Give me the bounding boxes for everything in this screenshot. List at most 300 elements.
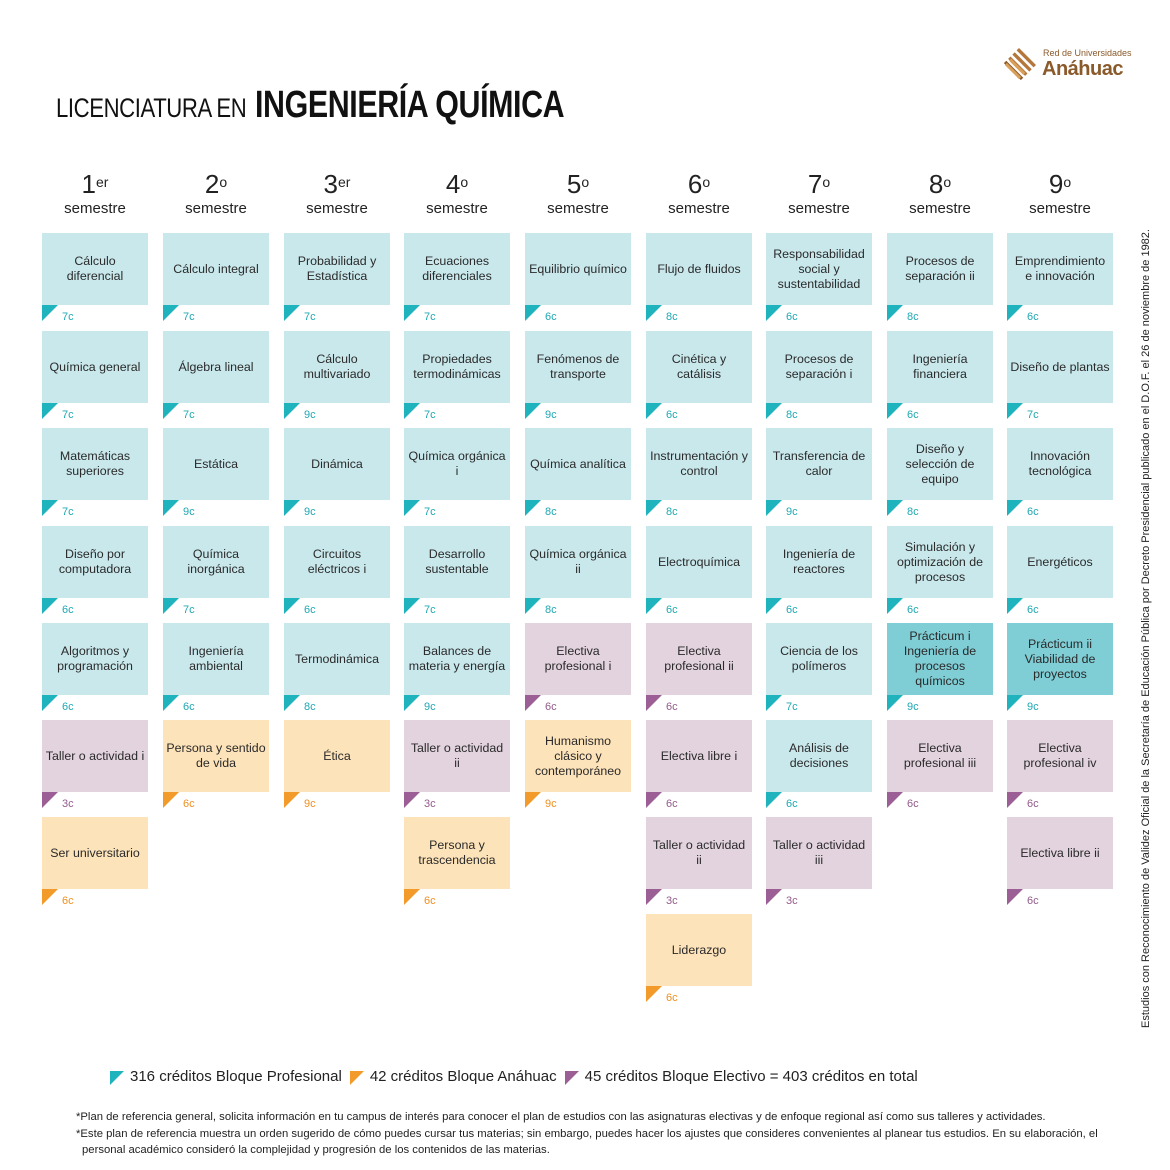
credit-triangle-icon [1007, 792, 1023, 808]
course-name: Ética [323, 748, 351, 763]
course-name: Matemáticas superiores [59, 449, 131, 478]
course-card [1007, 623, 1113, 695]
course-credits: 6c [1027, 604, 1039, 616]
credit-triangle-icon [163, 598, 179, 614]
course-credits: 7c [424, 311, 436, 323]
anahuac-triangle-icon [350, 1071, 364, 1085]
course-card [646, 331, 752, 403]
course-credits: 7c [183, 311, 195, 323]
course-name: Química general [49, 359, 141, 374]
course-credits: 6c [786, 798, 798, 810]
credit-triangle-icon [646, 500, 662, 516]
course-name: Electiva profesional i [544, 644, 612, 673]
course-credits: 8c [907, 311, 919, 323]
semester-ordinal-suffix: o [1063, 174, 1072, 190]
credit-triangle-icon [766, 305, 782, 321]
title-prefix: LICENCIATURA EN [56, 93, 247, 123]
course-card [163, 233, 269, 305]
course-name: Electiva profesional ii [664, 644, 734, 673]
credit-triangle-icon [404, 792, 420, 808]
course-card [1007, 331, 1113, 403]
credit-triangle-icon [525, 598, 541, 614]
course-credits: 7c [183, 409, 195, 421]
course-card [1007, 817, 1113, 889]
course-credits: 8c [304, 701, 316, 713]
semester-label: semestre [306, 200, 368, 217]
credit-triangle-icon [42, 695, 58, 711]
course-name: Desarrollo sustentable [425, 547, 489, 576]
course-credits: 7c [62, 409, 74, 421]
course-card [163, 623, 269, 695]
course-name: Ser universitario [50, 845, 140, 860]
course-card [766, 623, 872, 695]
course-card [887, 428, 993, 500]
course-credits: 6c [545, 311, 557, 323]
course-credits: 6c [183, 701, 195, 713]
semester-ordinal-suffix: o [581, 174, 590, 190]
course-card [42, 526, 148, 598]
title-main: INGENIERÍA QUÍMICA [255, 84, 565, 126]
course-credits: 3c [424, 798, 436, 810]
course-card [646, 526, 752, 598]
credit-triangle-icon [284, 792, 300, 808]
semester-label: semestre [1029, 200, 1091, 217]
credit-triangle-icon [284, 598, 300, 614]
semester-number-value: 6 [687, 169, 703, 199]
credit-triangle-icon [766, 403, 782, 419]
credit-triangle-icon [42, 889, 58, 905]
course-card [766, 331, 872, 403]
course-credits: 9c [304, 409, 316, 421]
credit-triangle-icon [887, 403, 903, 419]
course-credits: 6c [1027, 895, 1039, 907]
semester-number [646, 170, 752, 198]
credit-triangle-icon [525, 695, 541, 711]
course-name: Taller o actividad i [45, 748, 145, 763]
semester-header-6 [646, 170, 752, 217]
course-credits: 8c [907, 506, 919, 518]
course-credits: 9c [304, 506, 316, 518]
course-credits: 9c [545, 798, 557, 810]
course-credits: 9c [907, 701, 919, 713]
course-credits: 6c [666, 409, 678, 421]
course-card [887, 233, 993, 305]
credit-triangle-icon [646, 986, 662, 1002]
semester-number-value: 8 [928, 169, 944, 199]
course-card [525, 233, 631, 305]
credit-triangle-icon [766, 695, 782, 711]
course-card [42, 233, 148, 305]
course-name: Algoritmos y programación [57, 644, 133, 673]
course-credits: 9c [1027, 701, 1039, 713]
course-name: Química analítica [530, 456, 626, 471]
profesional-triangle-icon [110, 1071, 124, 1085]
semester-label: semestre [547, 200, 609, 217]
course-card [284, 331, 390, 403]
semester-label: semestre [64, 200, 126, 217]
semester-ordinal-suffix: o [460, 174, 469, 190]
semester-number [163, 170, 269, 198]
course-name: Probabilidad y Estadística [297, 254, 377, 283]
course-credits: 9c [183, 506, 195, 518]
credit-triangle-icon [525, 792, 541, 808]
course-credits: 9c [424, 701, 436, 713]
course-card [284, 526, 390, 598]
credit-triangle-icon [1007, 695, 1023, 711]
semester-header-3 [284, 170, 390, 217]
semester-header-8 [887, 170, 993, 217]
anahuac-logo-mark-icon [1000, 46, 1038, 84]
legend-anahuac-label: 42 créditos Bloque Anáhuac [369, 1068, 557, 1085]
course-name: Cálculo integral [173, 261, 259, 276]
course-credits: 6c [907, 798, 919, 810]
semester-number-value: 9 [1048, 169, 1064, 199]
course-name: Diseño de plantas [1010, 359, 1110, 374]
legend-electivo-label: 45 créditos Bloque Electivo = 403 créditos en total [584, 1068, 918, 1085]
semester-ordinal-suffix: o [702, 174, 711, 190]
course-name: Circuitos eléctricos i [307, 547, 367, 576]
course-name: Instrumentación y control [650, 449, 748, 478]
credit-triangle-icon [887, 695, 903, 711]
semester-number-value: 3 [323, 169, 338, 199]
course-card [525, 331, 631, 403]
course-card [646, 817, 752, 889]
course-card [163, 720, 269, 792]
course-name: Química inorgánica [187, 547, 245, 576]
course-name: Equilibrio químico [529, 261, 627, 276]
course-credits: 6c [62, 604, 74, 616]
sep-validity-text: Estudios con Reconocimiento de Validez Oficial de la Secretaría de Educación Pública por Decreto Presidencial publicado en el D.O.F. el 26 de noviembre de 1982. [1140, 229, 1152, 1028]
credit-triangle-icon [163, 695, 179, 711]
course-credits: 7c [786, 701, 798, 713]
course-credits: 6c [424, 895, 436, 907]
semester-number [525, 170, 631, 198]
credit-triangle-icon [163, 403, 179, 419]
credit-triangle-icon [163, 305, 179, 321]
course-card [525, 623, 631, 695]
legend-profesional-label: 316 créditos Bloque Profesional [130, 1068, 342, 1085]
semester-label: semestre [909, 200, 971, 217]
semester-header-7 [766, 170, 872, 217]
course-card [887, 526, 993, 598]
course-credits: 7c [183, 604, 195, 616]
semester-number [887, 170, 993, 198]
course-name: Ciencia de los polímeros [780, 644, 858, 673]
credit-triangle-icon [766, 500, 782, 516]
course-card [404, 623, 510, 695]
course-card [1007, 428, 1113, 500]
course-name: Ingeniería financiera [912, 352, 968, 381]
course-card [163, 331, 269, 403]
course-credits: 6c [786, 311, 798, 323]
semester-number-value: 4 [445, 169, 461, 199]
footnote-1: *Plan de referencia general, solicita información en tu campus de interés para conocer el plan de estudios con las asignaturas electivas y de enfoque regional así como sus talleres y actividades. [76, 1111, 1046, 1123]
course-name: Transferencia de calor [772, 449, 866, 478]
semester-number [284, 170, 390, 198]
course-name: Dinámica [311, 456, 363, 471]
credit-triangle-icon [404, 598, 420, 614]
course-name: Fenómenos de transporte [536, 352, 620, 381]
semester-header-9 [1007, 170, 1113, 217]
course-name: Ecuaciones diferenciales [422, 254, 492, 283]
course-card [284, 623, 390, 695]
semester-header-1 [42, 170, 148, 217]
semester-ordinal-suffix: o [943, 174, 952, 190]
course-credits: 6c [62, 895, 74, 907]
credits-legend [110, 1068, 926, 1085]
course-card [42, 331, 148, 403]
course-name: Prácticum i Ingeniería de procesos químicos [903, 629, 977, 688]
course-card [525, 526, 631, 598]
course-name: Cálculo multivariado [303, 352, 371, 381]
course-credits: 7c [424, 409, 436, 421]
credit-triangle-icon [766, 598, 782, 614]
course-name: Energéticos [1027, 554, 1093, 569]
credit-triangle-icon [404, 305, 420, 321]
course-credits: 7c [424, 506, 436, 518]
course-card [646, 623, 752, 695]
course-name: Procesos de separación ii [905, 254, 975, 283]
course-name: Estática [193, 456, 239, 471]
course-card [404, 526, 510, 598]
course-name: Simulación y optimización de procesos [896, 539, 984, 584]
semester-header-4 [404, 170, 510, 217]
anahuac-logo [1000, 44, 1132, 88]
course-name: Cinética y catálisis [671, 352, 727, 381]
course-name: Taller o actividad ii [652, 838, 746, 867]
credit-triangle-icon [42, 403, 58, 419]
footnote-2-continued: personal académico consideró la complejidad y progresión de los contenidos de las materias. [82, 1144, 550, 1156]
course-credits: 6c [666, 992, 678, 1004]
course-credits: 7c [62, 506, 74, 518]
course-card [887, 623, 993, 695]
course-name: Liderazgo [671, 942, 727, 957]
footnotes [76, 1109, 1156, 1159]
course-credits: 6c [545, 701, 557, 713]
electivo-triangle-icon [565, 1071, 579, 1085]
semester-number-value: 7 [807, 169, 823, 199]
credit-triangle-icon [766, 889, 782, 905]
course-card [1007, 720, 1113, 792]
semester-ordinal-suffix: o [822, 174, 831, 190]
course-card [42, 817, 148, 889]
credit-triangle-icon [646, 403, 662, 419]
credit-triangle-icon [404, 500, 420, 516]
semester-number [766, 170, 872, 198]
legend-profesional [110, 1068, 342, 1085]
course-card [525, 428, 631, 500]
credit-triangle-icon [404, 695, 420, 711]
course-credits: 7c [304, 311, 316, 323]
page-title [56, 84, 642, 127]
credit-triangle-icon [1007, 889, 1023, 905]
semester-header-2 [163, 170, 269, 217]
course-name: Ingeniería de reactores [782, 547, 856, 576]
course-credits: 6c [907, 604, 919, 616]
credit-triangle-icon [646, 889, 662, 905]
course-card [646, 233, 752, 305]
course-credits: 8c [545, 604, 557, 616]
course-card [42, 720, 148, 792]
course-credits: 3c [786, 895, 798, 907]
course-name: Termodinámica [294, 651, 379, 666]
course-credits: 6c [666, 798, 678, 810]
course-name: Química orgánica ii [529, 547, 627, 576]
course-name: Electiva libre i [660, 748, 738, 763]
course-credits: 6c [183, 798, 195, 810]
semester-label: semestre [185, 200, 247, 217]
course-card [766, 720, 872, 792]
course-name: Cálculo diferencial [66, 254, 124, 283]
semester-ordinal-suffix: o [219, 174, 228, 190]
course-name: Procesos de separación i [784, 352, 854, 381]
course-card [284, 428, 390, 500]
course-name: Electroquímica [658, 554, 740, 569]
course-name: Álgebra lineal [178, 359, 254, 374]
course-credits: 7c [424, 604, 436, 616]
course-name: Ingeniería ambiental [188, 644, 244, 673]
course-credits: 3c [62, 798, 74, 810]
course-name: Electiva profesional iii [903, 741, 977, 770]
course-card [887, 720, 993, 792]
course-name: Balances de materia y energía [408, 644, 506, 673]
course-credits: 7c [62, 311, 74, 323]
semester-number-value: 5 [566, 169, 582, 199]
course-name: Diseño y selección de equipo [905, 441, 975, 486]
course-card [284, 720, 390, 792]
course-card [163, 428, 269, 500]
semester-number-value: 2 [204, 169, 220, 199]
course-card [163, 526, 269, 598]
credit-triangle-icon [887, 500, 903, 516]
course-card [525, 720, 631, 792]
course-card [404, 817, 510, 889]
credit-triangle-icon [766, 792, 782, 808]
semester-label: semestre [788, 200, 850, 217]
course-card [646, 914, 752, 986]
credit-triangle-icon [646, 792, 662, 808]
credit-triangle-icon [284, 403, 300, 419]
course-name: Persona y sentido de vida [166, 741, 266, 770]
course-name: Electiva profesional iv [1023, 741, 1097, 770]
course-card [1007, 526, 1113, 598]
course-name: Persona y trascendencia [418, 838, 496, 867]
course-name: Emprendimiento e innovación [1014, 254, 1106, 283]
course-credits: 6c [907, 409, 919, 421]
credit-triangle-icon [1007, 598, 1023, 614]
course-credits: 6c [786, 604, 798, 616]
course-credits: 6c [304, 604, 316, 616]
credit-triangle-icon [404, 889, 420, 905]
course-credits: 9c [786, 506, 798, 518]
course-credits: 3c [666, 895, 678, 907]
credit-triangle-icon [646, 598, 662, 614]
course-name: Taller o actividad iii [772, 838, 866, 867]
course-card [404, 233, 510, 305]
credit-triangle-icon [284, 305, 300, 321]
credit-triangle-icon [163, 792, 179, 808]
course-name: Química orgánica i [408, 449, 506, 478]
credit-triangle-icon [525, 500, 541, 516]
course-credits: 9c [545, 409, 557, 421]
credit-triangle-icon [42, 598, 58, 614]
course-name: Prácticum ii Viabilidad de proyectos [1024, 636, 1096, 681]
course-card [284, 233, 390, 305]
course-name: Innovación tecnológica [1028, 449, 1092, 478]
course-card [766, 428, 872, 500]
credit-triangle-icon [404, 403, 420, 419]
semester-number [1007, 170, 1113, 198]
credit-triangle-icon [525, 403, 541, 419]
semester-ordinal-suffix: er [338, 174, 351, 190]
course-credits: 6c [666, 604, 678, 616]
credit-triangle-icon [646, 305, 662, 321]
credit-triangle-icon [284, 500, 300, 516]
semester-number-value: 1 [81, 169, 96, 199]
logo-brand-text: Anáhuac [1042, 58, 1123, 80]
credit-triangle-icon [42, 792, 58, 808]
course-card [404, 428, 510, 500]
credit-triangle-icon [163, 500, 179, 516]
credit-triangle-icon [42, 305, 58, 321]
course-credits: 6c [62, 701, 74, 713]
course-card [766, 817, 872, 889]
course-name: Diseño por computadora [58, 547, 132, 576]
course-credits: 6c [1027, 798, 1039, 810]
course-name: Humanismo clásico y contemporáneo [534, 733, 622, 778]
semester-header-5 [525, 170, 631, 217]
semester-label: semestre [426, 200, 488, 217]
credit-triangle-icon [646, 695, 662, 711]
legend-anahuac [350, 1068, 557, 1085]
footnote-2: *Este plan de referencia muestra un orden sugerido de cómo puedes cursar tus materias; sin embargo, puedes hacer los ajustes que consideres convenientes al planear tus estudios. En su elaboración, el [76, 1127, 1098, 1140]
course-card [766, 233, 872, 305]
semester-label: semestre [668, 200, 730, 217]
course-credits: 7c [1027, 409, 1039, 421]
credit-triangle-icon [284, 695, 300, 711]
credit-triangle-icon [887, 792, 903, 808]
course-credits: 8c [666, 506, 678, 518]
semester-number [404, 170, 510, 198]
course-credits: 6c [666, 701, 678, 713]
course-card [766, 526, 872, 598]
course-card [646, 428, 752, 500]
credit-triangle-icon [887, 305, 903, 321]
course-credits: 8c [786, 409, 798, 421]
credit-triangle-icon [1007, 403, 1023, 419]
course-card [42, 428, 148, 500]
course-credits: 6c [1027, 506, 1039, 518]
credit-triangle-icon [1007, 305, 1023, 321]
course-credits: 6c [1027, 311, 1039, 323]
logo-network-text: Red de Universidades [1043, 48, 1132, 58]
course-card [404, 331, 510, 403]
course-credits: 8c [666, 311, 678, 323]
credit-triangle-icon [525, 305, 541, 321]
course-name: Responsabilidad social y sustentabilidad [773, 246, 865, 291]
course-credits: 9c [304, 798, 316, 810]
credit-triangle-icon [42, 500, 58, 516]
legend-electivo [565, 1068, 918, 1085]
credit-triangle-icon [1007, 500, 1023, 516]
course-card [887, 331, 993, 403]
semester-number [42, 170, 148, 198]
course-card [404, 720, 510, 792]
course-credits: 8c [545, 506, 557, 518]
semester-ordinal-suffix: er [96, 174, 109, 190]
course-name: Flujo de fluidos [657, 261, 741, 276]
credit-triangle-icon [887, 598, 903, 614]
